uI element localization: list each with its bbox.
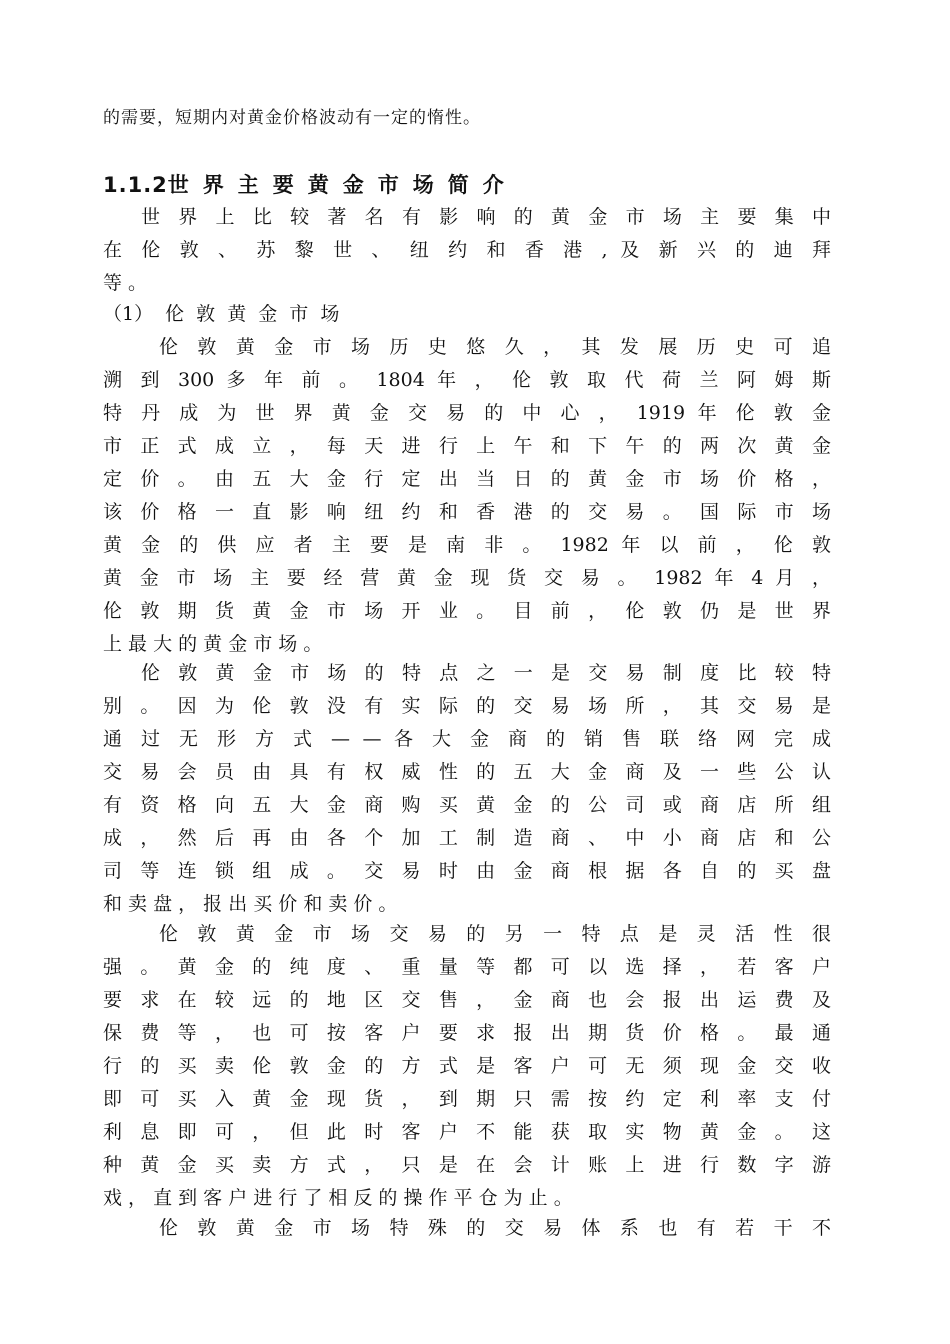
continuation-line: 的需要，短期内对黄金价格波动有一定的惰性。 xyxy=(103,108,481,128)
section-number: 1.1.2 xyxy=(103,173,168,197)
text-line: 伦 敦 黄 金 市 场 特 殊 的 交 易 体 系 也 有 若 干 不 xyxy=(159,1217,831,1239)
text-line: 要 求 在 较 远 的 地 区 交 售 ， 金 商 也 会 报 出 运 费 及 xyxy=(103,989,831,1011)
text-line: 等 。 xyxy=(103,272,148,294)
text-line: 成 ， 然 后 再 由 各 个 加 工 制 造 商 、 中 小 商 店 和 公 xyxy=(103,827,831,849)
text-line: 利 息 即 可 ， 但 此 时 客 户 不 能 获 取 实 物 黄 金 。 这 xyxy=(103,1121,831,1143)
text-line: 保 费 等 ， 也 可 按 客 户 要 求 报 出 期 货 价 格 。 最 通 xyxy=(103,1022,831,1044)
paragraph-1 xyxy=(103,331,831,661)
text-line: 通 过 无 形 方 式 — — 各 大 金 商 的 销 售 联 络 网 完 成 xyxy=(103,728,831,750)
text-line: 种 黄 金 买 卖 方 式 ， 只 是 在 会 计 账 上 进 行 数 字 游 xyxy=(103,1154,831,1176)
subheading xyxy=(103,298,831,331)
text-line: 即 可 买 入 黄 金 现 货 ， 到 期 只 需 按 约 定 利 率 支 付 xyxy=(103,1088,831,1110)
subheading-text: （1） 伦 敦 黄 金 市 场 xyxy=(103,303,340,325)
text-line: 有 资 格 向 五 大 金 商 购 买 黄 金 的 公 司 或 商 店 所 组 xyxy=(103,794,831,816)
text-line: 上 最 大 的 黄 金 市 场 。 xyxy=(103,633,323,655)
text-line: 和 卖 盘 ， 报 出 买 价 和 卖 价 。 xyxy=(103,893,398,915)
text-line: 司 等 连 锁 组 成 。 交 易 时 由 金 商 根 据 各 自 的 买 盘 xyxy=(103,860,831,882)
text-line: 伦 敦 黄 金 市 场 交 易 的 另 一 特 点 是 灵 活 性 很 xyxy=(159,923,831,945)
section-heading xyxy=(103,170,518,200)
intro-paragraph xyxy=(103,201,831,300)
paragraph-2 xyxy=(103,657,831,921)
text-line: 伦 敦 黄 金 市 场 历 史 悠 久 ， 其 发 展 历 史 可 追 xyxy=(159,336,831,358)
text-line: 黄 金 的 供 应 者 主 要 是 南 非 。 1982 年 以 前 ， 伦 敦 xyxy=(103,534,831,556)
paragraph-3 xyxy=(103,918,831,1215)
text-line: 市 正 式 成 立 ， 每 天 进 行 上 午 和 下 午 的 两 次 黄 金 xyxy=(103,435,831,457)
text-line: 别 。 因 为 伦 敦 没 有 实 际 的 交 易 场 所 ， 其 交 易 是 xyxy=(103,695,831,717)
text-line: 行 的 买 卖 伦 敦 金 的 方 式 是 客 户 可 无 须 现 金 交 收 xyxy=(103,1055,831,1077)
text-line: 强 。 黄 金 的 纯 度 、 重 量 等 都 可 以 选 择 ， 若 客 户 xyxy=(103,956,831,978)
text-line: 世 界 上 比 较 著 名 有 影 响 的 黄 金 市 场 主 要 集 中 xyxy=(141,206,831,228)
text-line: 定 价 。 由 五 大 金 行 定 出 当 日 的 黄 金 市 场 价 格 ， xyxy=(103,468,831,490)
section-title: 世界主要黄金市场简介 xyxy=(167,173,518,197)
text-line: 戏 ， 直 到 客 户 进 行 了 相 反 的 操 作 平 仓 为 止 。 xyxy=(103,1187,573,1209)
text-line: 交 易 会 员 由 具 有 权 威 性 的 五 大 金 商 及 一 些 公 认 xyxy=(103,761,831,783)
text-line: 溯 到 300 多 年 前 。 1804 年 ， 伦 敦 取 代 荷 兰 阿 姆 斯 xyxy=(103,369,831,391)
text-line: 伦 敦 黄 金 市 场 的 特 点 之 一 是 交 易 制 度 比 较 特 xyxy=(141,662,831,684)
text-line: 特 丹 成 为 世 界 黄 金 交 易 的 中 心 ， 1919 年 伦 敦 金 xyxy=(103,402,831,424)
text-line: 伦 敦 期 货 黄 金 市 场 开 业 。 目 前 ， 伦 敦 仍 是 世 界 xyxy=(103,600,831,622)
text-line: 该 价 格 一 直 影 响 纽 约 和 香 港 的 交 易 。 国 际 市 场 xyxy=(103,501,831,523)
text-line: 黄 金 市 场 主 要 经 营 黄 金 现 货 交 易 。 1982 年 4 月 ， xyxy=(103,567,831,589)
text-line: 在 伦 敦 、 苏 黎 世 、 纽 约 和 香 港 , 及 新 兴 的 迪 拜 xyxy=(103,239,831,261)
paragraph-4 xyxy=(103,1212,831,1245)
